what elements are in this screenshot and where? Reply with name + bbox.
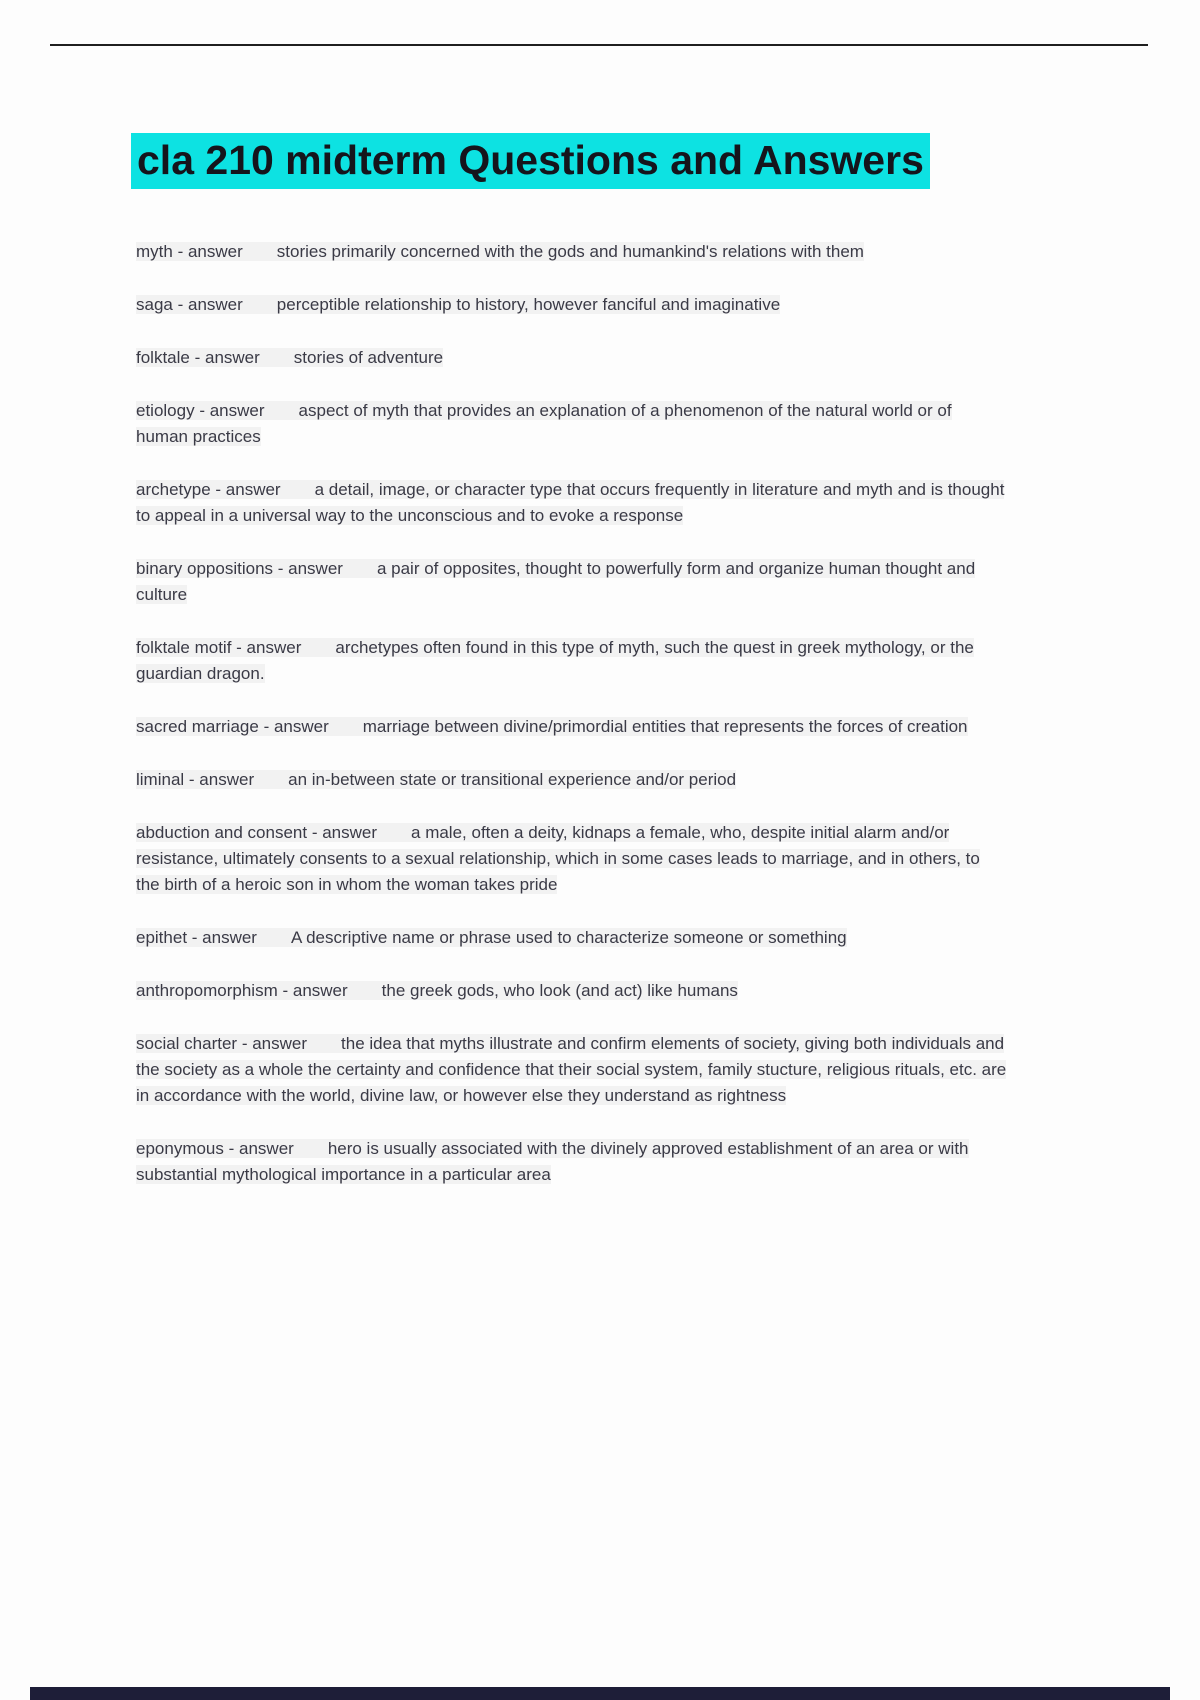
entry (136, 767, 1008, 793)
entry-term: folktale (136, 348, 190, 367)
entry-definition: an in-between state or transitional experience and/or period (288, 770, 737, 789)
entry (136, 635, 1008, 687)
entry-line-highlight (136, 981, 738, 1000)
entry-definition: a detail, image, or character type that occurs frequently in literature and myth and is thought to appeal in a universal way to the unconscious and to evoke a response (136, 480, 1005, 525)
entry-definition: A descriptive name or phrase used to characterize someone or something (290, 928, 847, 947)
entry-definition: the idea that myths illustrate and confirm elements of society, giving both individuals and the society as a whole the certainty and confidence that their social system, family stucture, religious rituals, etc. are in accordance with the world, divine law, or however else they understand as rightness (136, 1034, 1007, 1105)
entry (136, 477, 1008, 529)
entry-term: etiology (136, 401, 195, 420)
entry-list (136, 239, 1008, 1188)
entry-term: eponymous (136, 1139, 224, 1158)
term-definition-gap (254, 784, 288, 785)
entry (136, 820, 1008, 898)
entry-line-highlight (136, 928, 847, 947)
entry (136, 239, 1008, 265)
entry (136, 714, 1008, 740)
entry-definition: stories of adventure (293, 348, 444, 367)
entry-term: saga (136, 295, 173, 314)
term-definition-gap (348, 995, 382, 996)
answer-label: - answer (311, 823, 378, 842)
term-definition-gap (301, 652, 335, 653)
term-definition-gap (243, 256, 277, 257)
entry-line-highlight (136, 348, 443, 367)
entry-term: archetype (136, 480, 211, 499)
answer-label: - answer (191, 928, 257, 947)
term-definition-gap (257, 942, 291, 943)
term-definition-gap (377, 837, 411, 838)
entry-term: anthropomorphism (136, 981, 278, 1000)
entry-line-highlight (136, 295, 780, 314)
entry (136, 1031, 1008, 1109)
entry-line-highlight (136, 480, 1004, 525)
answer-label: - answer (228, 1139, 294, 1158)
answer-label: - answer (194, 348, 260, 367)
entry-definition: stories primarily concerned with the gods and humankind's relations with them (276, 242, 864, 261)
document-content (136, 0, 1008, 1215)
footer-bar (30, 1687, 1170, 1700)
term-definition-gap (329, 731, 363, 732)
entry-definition: aspect of myth that provides an explanation of a phenomenon of the natural world or of human practices (136, 401, 952, 446)
entry-definition: the greek gods, who look (and act) like humans (381, 981, 738, 1000)
entry (136, 925, 1008, 951)
entry (136, 978, 1008, 1004)
answer-label: - answer (263, 717, 329, 736)
entry-line-highlight (136, 1139, 969, 1184)
entry-term: social charter (136, 1034, 238, 1053)
answer-label: - answer (277, 559, 343, 578)
entry-definition: hero is usually associated with the divinely approved establishment of an area or with substantial mythological importance in a particular area (136, 1139, 969, 1184)
term-definition-gap (260, 362, 294, 363)
entry-definition: marriage between divine/primordial entities that represents the forces of creation (362, 717, 968, 736)
entry-definition: perceptible relationship to history, however fanciful and imaginative (276, 295, 781, 314)
entry-term: sacred marriage (136, 717, 259, 736)
entry-line-highlight (136, 638, 974, 683)
entry-term: myth (136, 242, 173, 261)
entry-line-highlight (136, 823, 980, 894)
entry-line-highlight (136, 559, 975, 604)
page-title-highlight: cla 210 midterm Questions and Answers (131, 133, 930, 189)
answer-label: - answer (188, 770, 255, 789)
entry (136, 556, 1008, 608)
entry (136, 345, 1008, 371)
entry (136, 292, 1008, 318)
answer-label: - answer (236, 638, 302, 657)
answer-label: - answer (282, 981, 348, 1000)
entry-definition: a male, often a deity, kidnaps a female, who, despite initial alarm and/or resistance, ultimately consents to a sexual relationship, which in some cases leads to marriage, and in others, to the birth of a heroic son in whom the woman takes pride (136, 823, 980, 894)
entry-line-highlight (136, 401, 952, 446)
page-title (131, 133, 1008, 189)
entry-definition: archetypes often found in this type of myth, such the quest in greek mythology, or the guardian dragon. (136, 638, 974, 683)
entry-term: folktale motif (136, 638, 232, 657)
term-definition-gap (294, 1153, 328, 1154)
term-definition-gap (281, 494, 315, 495)
entry-line-highlight (136, 242, 864, 261)
entry-definition: a pair of opposites, thought to powerfully form and organize human thought and culture (136, 559, 976, 604)
term-definition-gap (307, 1048, 341, 1049)
entry-term: abduction and consent (136, 823, 308, 842)
answer-label: - answer (177, 242, 243, 261)
term-definition-gap (243, 309, 277, 310)
entry (136, 1136, 1008, 1188)
answer-label: - answer (177, 295, 243, 314)
answer-label: - answer (215, 480, 281, 499)
entry-line-highlight (136, 770, 736, 789)
entry-term: epithet (136, 928, 188, 947)
entry-term: liminal (136, 770, 185, 789)
entry-line-highlight (136, 1034, 1006, 1105)
answer-label: - answer (241, 1034, 308, 1053)
term-definition-gap (343, 573, 377, 574)
entry-line-highlight (136, 717, 968, 736)
entry (136, 398, 1008, 450)
answer-label: - answer (199, 401, 265, 420)
entry-term: binary oppositions (136, 559, 274, 578)
term-definition-gap (265, 415, 299, 416)
